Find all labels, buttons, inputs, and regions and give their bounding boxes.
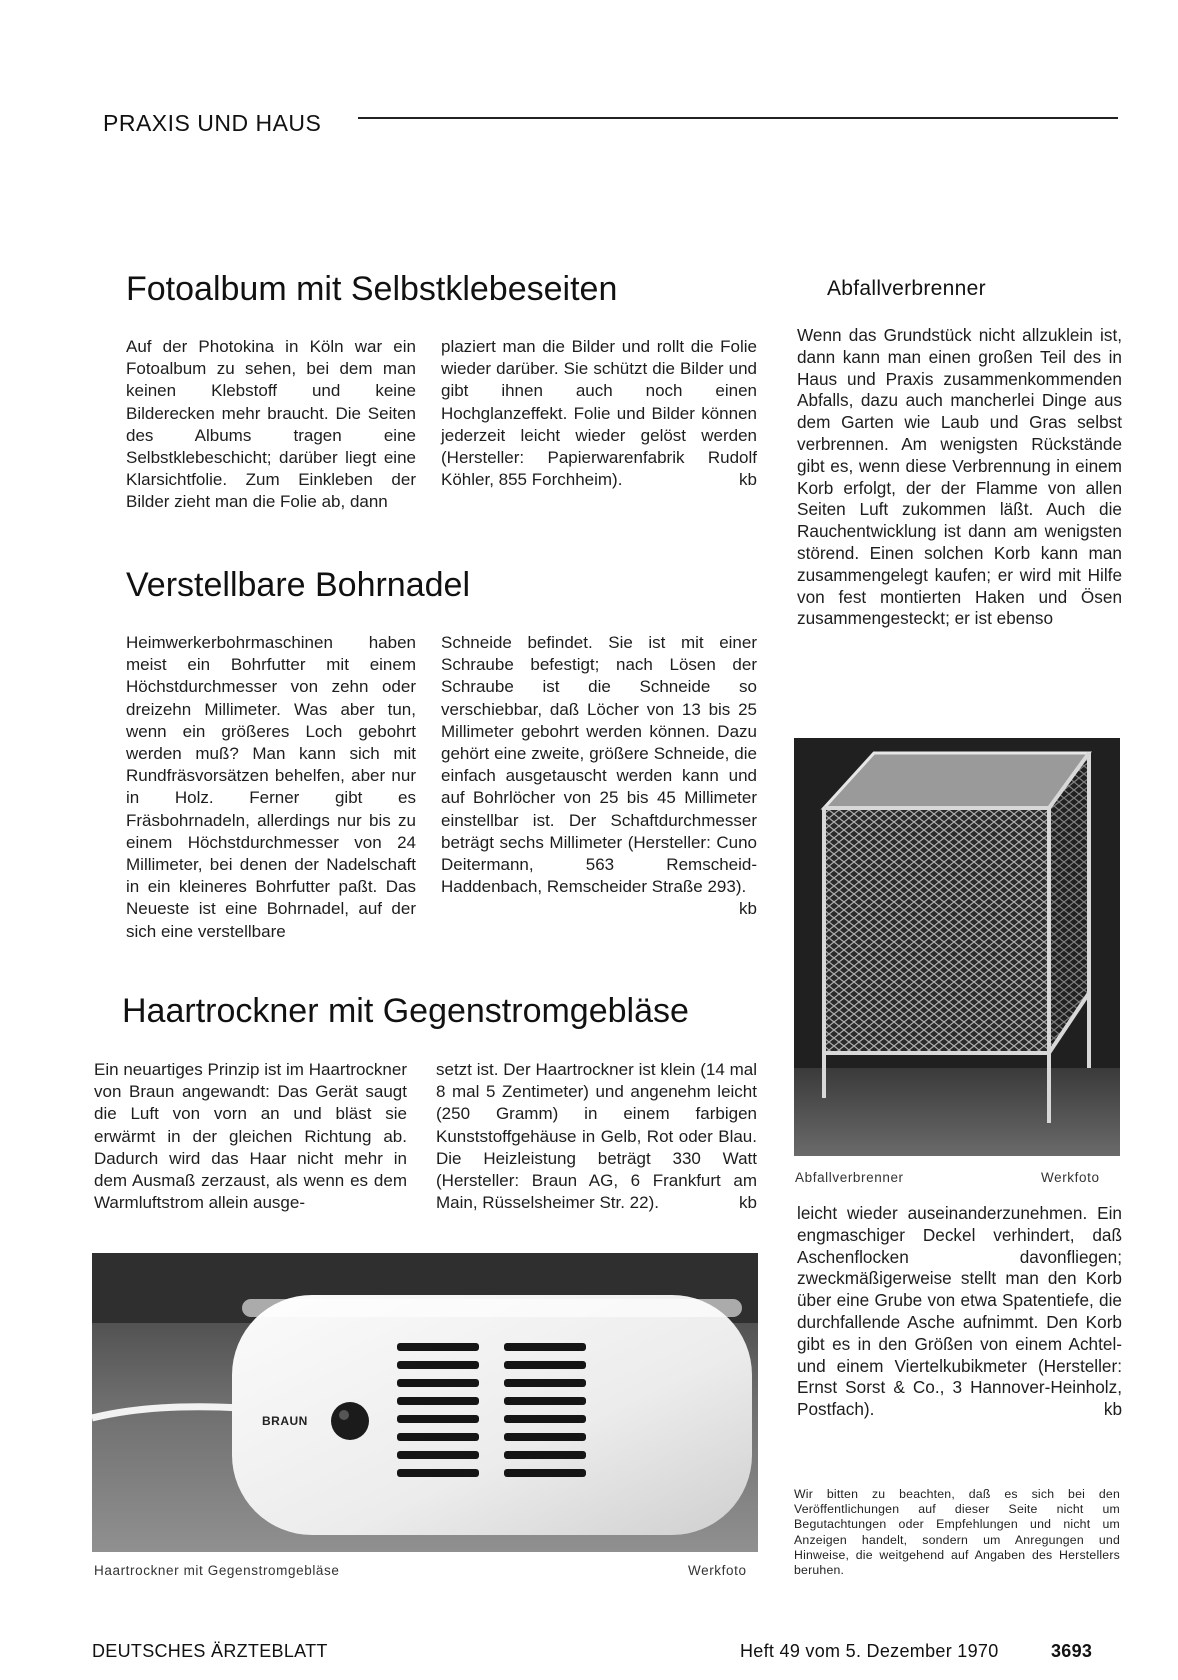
article-abfallverbrenner-text2-body: leicht wieder auseinanderzunehmen. Ein engmaschiger Deckel verhindert, daß Aschenflocken davonfliegen; zweckmäßigerweise stellt man den Korb über eine Grube von etwa Spatentiefe, die durchfallende Asche aufnimmt. Den Korb gibt es in den Größen von einem Achtel- und einem Viertelkubikmeter (Hersteller: Ernst Sorst & Co., 3 Hannover-Heinholz, Postfach). [797, 1203, 1122, 1420]
footer-issue: Heft 49 vom 5. Dezember 1970 [740, 1641, 999, 1661]
hair-dryer-photo [92, 1253, 758, 1552]
article-title-fotoalbum: Fotoalbum mit Selbstklebeseiten [126, 270, 618, 308]
article-fotoalbum-col2-text: plaziert man die Bilder und rollt die Folie wieder darüber. Sie schützt die Bilder und gibt ihnen auch noch einen Hochglanzeffekt. Folie und Bilder können jederzeit leicht wieder gelöst werden (Hersteller: Papierwarenfabrik Rudolf Köhler, 855 Forchheim). [441, 337, 757, 490]
article-fotoalbum-col2 [441, 336, 757, 491]
article-bohrnadel-col1-text: Heimwerkerbohrmaschinen haben meist ein Bohrfutter mit einem Höchstdurchmesser von zehn oder dreizehn Millimeter. Was aber tun, wenn ein größeres Loch gebohrt werden muß? Man kann sich mit Rundfräsvorsätzen behelfen, aber nur in Holz. Ferner gibt es Fräsbohrnadeln, allerdings nur bis zu einem Höchstdurchmesser von 24 Millimeter, bei denen der Nadelschaft in ein kleineres Bohrfutter paßt. Das Neueste ist eine Bohrnadel, auf der sich eine verstellbare [126, 633, 416, 941]
hair-dryer-caption: Haartrockner mit Gegenstromgebläse [94, 1563, 340, 1578]
article-haartrockner-col1 [94, 1059, 407, 1214]
article-haartrockner-col1-text: Ein neuartiges Prinzip ist im Haartrockner von Braun angewandt: Das Gerät saugt die Luft von vorn an und bläst sie erwärmt in der gleichen Richtung ab. Dadurch wird das Haar nicht mehr in dem Ausmaß zerzaust, als wenn es dem Warmluftstrom allein ausge- [94, 1060, 407, 1213]
article-fotoalbum-col1-text: Auf der Photokina in Köln war ein Fotoalbum zu sehen, bei dem man keinen Klebstoff und keine Bilderecken mehr braucht. Die Seiten des Albums tragen eine Selbstklebeschicht; darüber liegt eine Klarsichtfolie. Zum Einkleben der Bilder zieht man die Folie ab, dann [126, 337, 416, 512]
article-abfallverbrenner-text1: Wenn das Grundstück nicht allzuklein ist, dann kann man einen großen Teil des in Haus und Praxis zusammenkommenden Abfalls, dazu auch mancherlei Dinge aus dem Garten wie Laub und Gras selbst verbrennen. Am wenigsten Rückstände gibt es, wenn diese Verbrennung in einem Korb erfolgt, der der Flamme von allen Seiten Luft zukommen läßt. Auch die Rauchentwicklung ist dann am wenigsten störend. Einen solchen Korb kann man zusammengelegt kaufen; er wird mit Hilfe von fest montierten Haken und Ösen zusammengesteckt; er ist ebenso [797, 325, 1122, 629]
article-title-bohrnadel: Verstellbare Bohrnadel [126, 566, 471, 604]
incinerator-credit: Werkfoto [1041, 1170, 1100, 1185]
article-bohrnadel-col1 [126, 632, 416, 943]
incinerator-photo [794, 738, 1120, 1156]
header-rule [358, 117, 1118, 119]
article-abfallverbrenner-signature: kb [1103, 1399, 1122, 1420]
article-haartrockner-col2 [436, 1059, 757, 1214]
braun-logo: BRAUN [262, 1414, 308, 1428]
article-title-abfallverbrenner: Abfallverbrenner [827, 277, 986, 300]
hair-dryer-credit: Werkfoto [688, 1563, 747, 1578]
hair-dryer-illustration [92, 1253, 758, 1552]
article-bohrnadel-col2-text: Schneide befindet. Sie ist mit einer Schraube befestigt; nach Lösen der Schraube ist die Schneide so verschiebbar, daß Löcher von 13 bis 25 Millimeter gebohrt werden können. Dazu gehört eine zweite, größere Schneide, die einfach ausgetauscht werden kann und auf Bohrlöcher von 25 bis 45 Millimeter einstellbar ist. Der Schaftdurchmesser beträgt sechs Millimeter (Hersteller: Cuno Deitermann, 563 Remscheid-Haddenbach, Remscheider Straße 293). [441, 633, 757, 897]
article-abfallverbrenner-text2 [797, 1203, 1122, 1421]
section-label: PRAXIS UND HAUS [103, 110, 322, 136]
incinerator-caption: Abfallverbrenner [795, 1170, 904, 1185]
article-bohrnadel-signature: kb [739, 899, 757, 919]
article-title-haartrockner: Haartrockner mit Gegenstromgebläse [122, 992, 689, 1030]
disclaimer-note: Wir bitten zu beachten, daß es sich bei den Veröffentlichungen auf dieser Seite nicht um Begutachtungen oder Empfehlungen und nicht um Anzeigen handelt, sondern um Anregungen und Hinweise, die weitgehend auf Angaben des Herstellers beruhen. [794, 1487, 1120, 1578]
article-haartrockner-col2-text: setzt ist. Der Haartrockner ist klein (14 mal 8 mal 5 Zentimeter) und angenehm leicht (250 Gramm) in einem farbigen Kunststoffgehäuse in Gelb, Rot oder Blau. Die Heizleistung beträgt 330 Watt (Hersteller: Braun AG, 6 Frankfurt am Main, Rüsselsheimer Str. 22). [436, 1060, 757, 1213]
page-number: 3693 [1051, 1641, 1093, 1661]
article-fotoalbum-col1 [126, 336, 416, 514]
article-fotoalbum-signature: kb [739, 470, 757, 490]
incinerator-illustration [794, 738, 1120, 1156]
footer-journal: DEUTSCHES ÄRZTEBLATT [92, 1641, 328, 1661]
article-haartrockner-signature: kb [739, 1193, 757, 1213]
article-bohrnadel-col2 [441, 632, 757, 921]
